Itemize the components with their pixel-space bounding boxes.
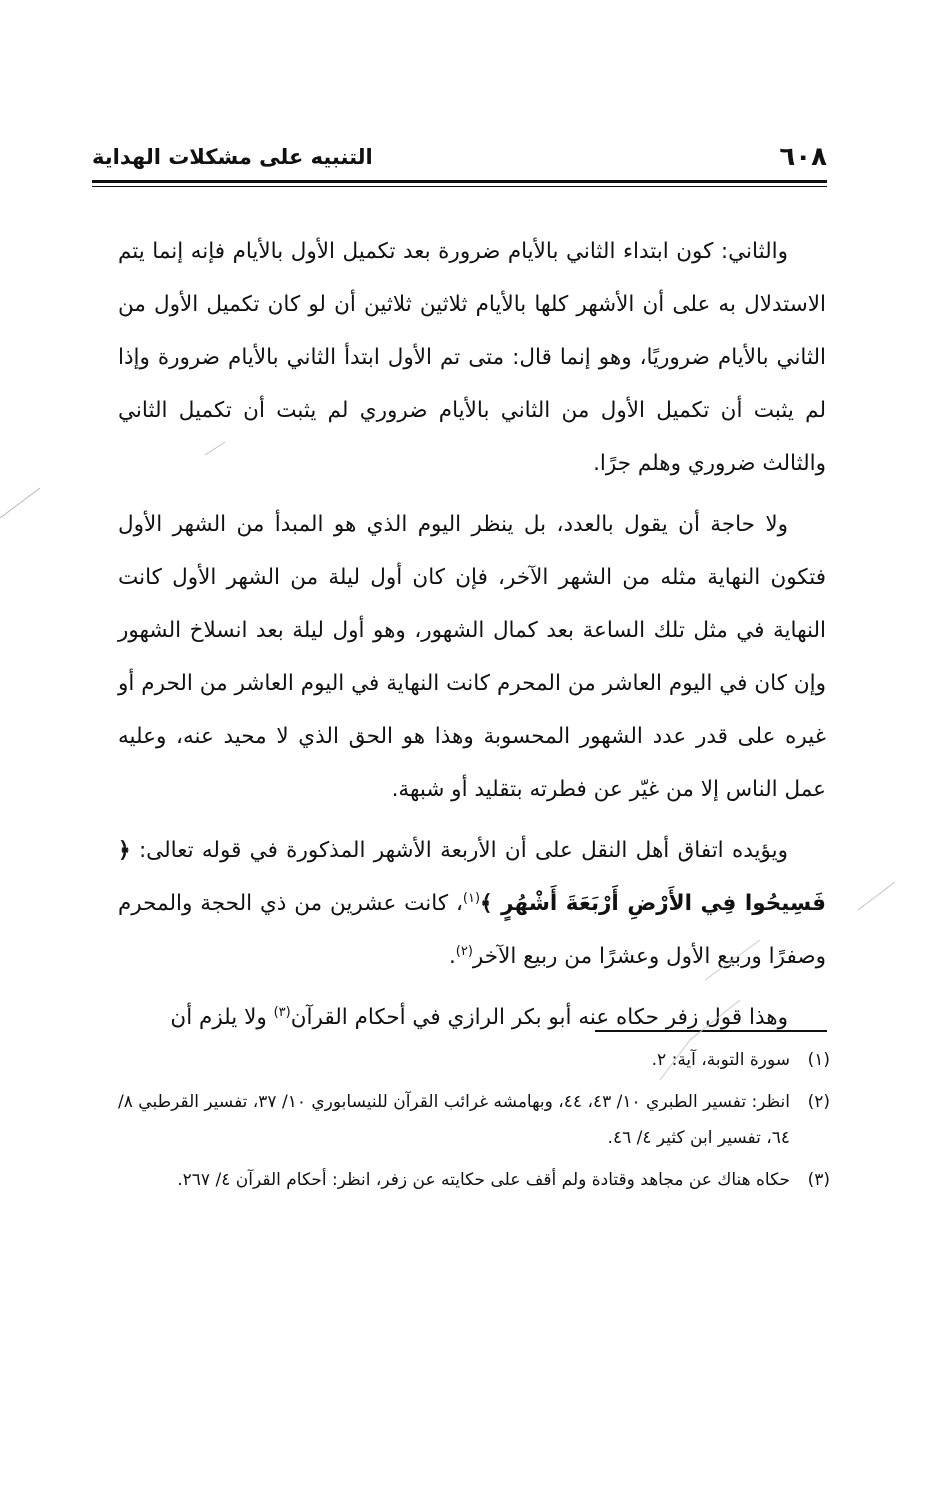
paragraph-text: وهذا قول زفر حكاه عنه أبو بكر الرازي في أحكام القرآن [290, 1005, 788, 1030]
footnote-number: (١) [807, 1050, 830, 1070]
running-title: التنبيه على مشكلات الهداية [92, 145, 373, 169]
footnote-number: (٣) [807, 1170, 830, 1190]
paragraph: والثاني: كون ابتداء الثاني بالأيام ضرورة بعد تكميل الأول بالأيام فإنه إنما يتم الاستدلال به على أن الأشهر كلها بالأيام ثلاثين ثلاثين أن لو كان تكميل الأول من الثاني بالأيام ضروريًا، وهو إنما قال: متى تم الأول ابتدأ الثاني بالأيام ضرورة وإذا لم يثبت أن تكميل الأول من الثاني بالأيام ضروري لم يثبت أن تكميل الثاني والثالث ضروري وهلم جرًا. [118, 239, 826, 476]
footnote-ref-3[interactable]: (٣) [273, 1004, 291, 1020]
header-rule [92, 180, 827, 183]
main-text [118, 225, 826, 1052]
page-header [92, 140, 827, 180]
paragraph-text: ولا يلزم أن [170, 1005, 274, 1030]
header-rule-thin [92, 186, 827, 187]
paragraph [118, 991, 826, 1044]
page-number: ٦٠٨ [779, 142, 827, 172]
paragraph-text: ويؤيده اتفاق أهل النقل على أن الأربعة الأشهر المذكورة في قوله تعالى: [138, 838, 788, 863]
footnote-ref-1[interactable]: (١) [462, 890, 481, 906]
footnote-text: انظر: تفسير الطبري ١٠/ ٤٣، ٤٤، وبهامشه غرائب القرآن للنيسابوري ١٠/ ٣٧، تفسير القرطبي ٨/ ٦٤، تفسير ابن كثير ٤/ ٤٦. [118, 1092, 790, 1148]
footnote [118, 1084, 830, 1156]
footnote-text: سورة التوبة، آية: ٢. [651, 1050, 790, 1070]
footnote-ref-2[interactable]: (٢) [455, 943, 473, 959]
paragraph: ولا حاجة أن يقول بالعدد، بل ينظر اليوم الذي هو المبدأ من الشهر الأول فتكون النهاية مثله من الشهر الآخر، فإن كان أول ليلة من الشهر الأول كانت النهاية في مثل تلك الساعة بعد كمال الشهور، وهو أول ليلة بعد انسلاخ الشهور وإن كان في اليوم العاشر من المحرم كانت النهاية في اليوم العاشر من الحرم أو غيره على قدر عدد الشهور المحسوبة وهذا هو الحق الذي لا محيد عنه، وعليه عمل الناس إلا من غيّر عن فطرته بتقليد أو شبهة. [118, 512, 826, 802]
paragraph-end: . [448, 944, 456, 969]
paragraph-quran-citation [118, 824, 826, 983]
footnote-separator [595, 1030, 827, 1032]
quran-verse: ﴿ فَسِيحُوا فِي الأَرْضِ أَرْبَعَةَ أَشْهُرٍ ﴾ [118, 838, 827, 916]
footnote-number: (٢) [807, 1092, 830, 1112]
footnote [118, 1042, 830, 1078]
paragraph-text: ، كانت عشرين من ذي الحجة والمحرم وصفرًا وربيع الأول وعشرًا من ربيع الآخر [118, 891, 826, 969]
footnote [118, 1162, 830, 1198]
footnote-text: حكاه هناك عن مجاهد وقتادة ولم أقف على حكايته عن زفر، انظر: أحكام القرآن ٤/ ٢٦٧. [177, 1170, 790, 1190]
footnotes [118, 1042, 830, 1204]
